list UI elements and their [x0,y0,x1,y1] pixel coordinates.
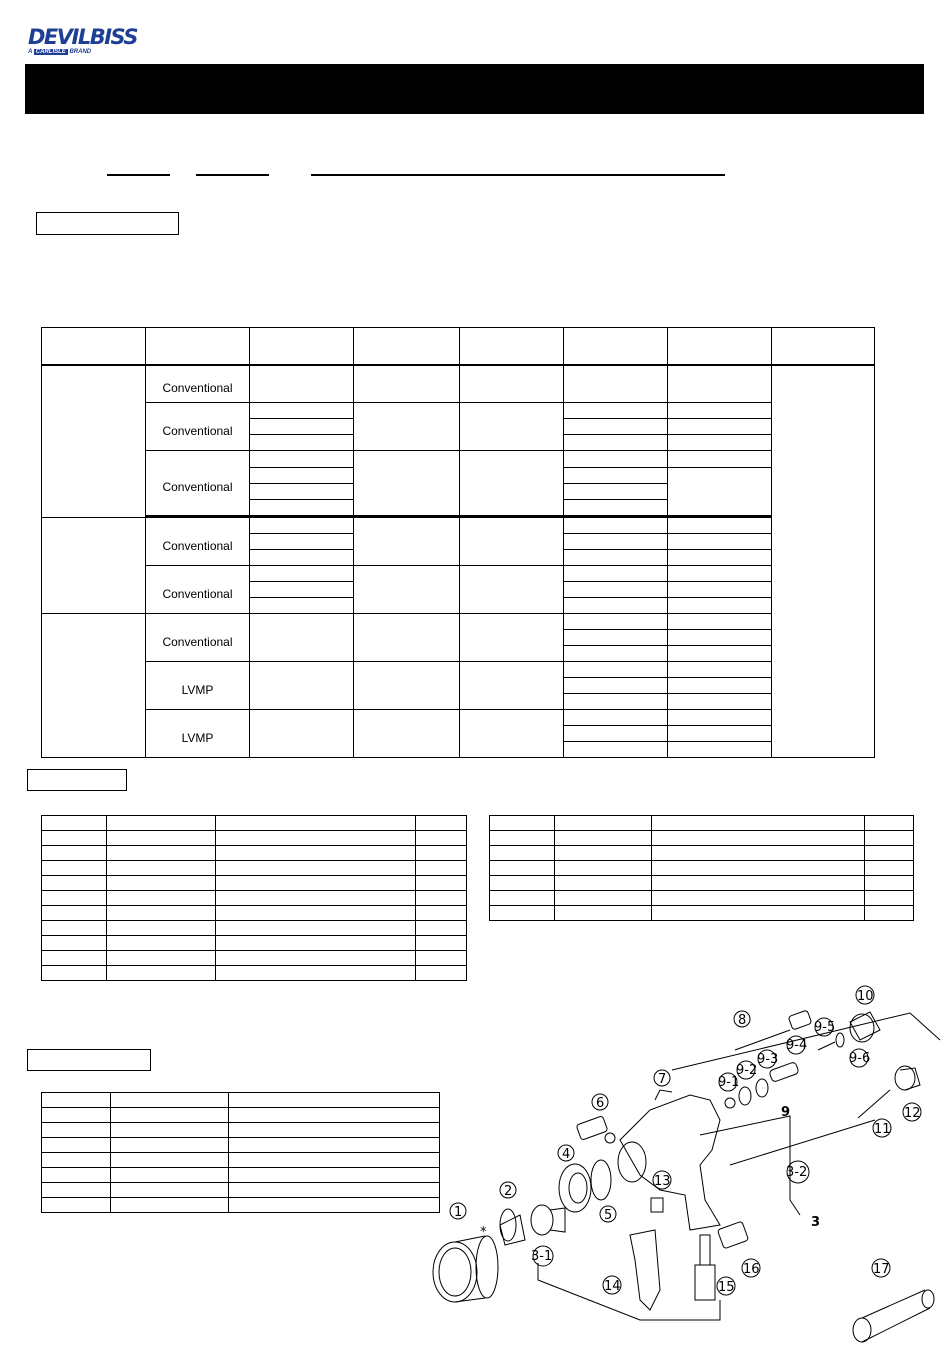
cell [564,403,668,419]
table-cell [111,1153,229,1168]
table-cell [652,831,865,846]
table-cell [111,1183,229,1198]
assembly-bracket [538,1263,720,1320]
table-cell [42,816,107,831]
logo-tagline-post: BRAND [69,49,92,55]
spec-row [42,614,875,630]
table-row [42,1093,440,1108]
cell [564,678,668,694]
table-cell [652,816,865,831]
table-cell [42,1138,111,1153]
cell [354,365,460,403]
cell [250,451,354,468]
table-cell [216,861,416,876]
callout-9-4: 9-4 [786,1038,808,1053]
table-cell [490,861,555,876]
part-11-spring [858,1090,890,1118]
table-row [490,816,914,831]
cell [564,726,668,742]
callout-9-3: 9-3 [757,1052,779,1067]
type-cell: Conventional [146,451,250,516]
table-cell [42,1108,111,1123]
cell [668,403,772,419]
callout-3-2: 3-2 [786,1165,808,1180]
part-14-trigger [630,1230,660,1310]
callout-14: 14 [604,1279,621,1294]
table-cell [555,831,652,846]
cell [668,662,772,678]
type-cell: Conventional [146,403,250,451]
cell [250,403,354,419]
accessories-table [41,1092,440,1213]
table-cell [490,891,555,906]
cell [250,484,354,500]
table-cell [416,861,467,876]
cell [564,694,668,710]
table-cell [107,831,216,846]
field-line-1 [107,174,170,176]
cell [250,710,354,758]
cell [668,598,772,614]
callout-13: 13 [654,1174,671,1189]
table-cell [229,1093,440,1108]
table-cell [216,936,416,951]
cell [460,451,564,516]
part-6-fitting [576,1116,615,1143]
table-cell [111,1108,229,1123]
table-cell [555,876,652,891]
table-cell [229,1153,440,1168]
cell [250,534,354,550]
table-cell [107,816,216,831]
table-cell [229,1168,440,1183]
cell [354,403,460,451]
cell [668,710,772,726]
header-cell [250,328,354,365]
logo-brand: DEVILBISS [28,25,138,49]
table-cell [229,1138,440,1153]
callout-9: 9 [781,1105,791,1120]
table-row [490,876,914,891]
model-cell [42,518,146,614]
table-row [490,861,914,876]
cell [668,365,772,403]
table-cell [865,906,914,921]
cell [564,646,668,662]
header-cell [772,328,875,365]
part-3-1-nozzle [531,1205,565,1235]
cell [668,468,772,516]
cell [250,566,354,582]
table-row [42,1108,440,1123]
parts-table-right [489,815,914,921]
part-7-gun-body [618,1090,720,1230]
cell [250,365,354,403]
header-cell [42,328,146,365]
table-cell [107,861,216,876]
callout-11: 11 [874,1122,891,1137]
assembly-line-3 [700,1116,800,1215]
table-cell [416,936,467,951]
table-cell [555,891,652,906]
table-cell [416,831,467,846]
table-cell [229,1123,440,1138]
table-cell [111,1123,229,1138]
table-cell [865,816,914,831]
table-cell [416,876,467,891]
table-cell [42,921,107,936]
table-cell [111,1168,229,1183]
cell [460,365,564,403]
table-row [490,846,914,861]
table-cell [490,876,555,891]
part-10-cap [850,1012,880,1042]
part-2-air-cap [500,1209,525,1245]
table-cell [490,831,555,846]
table-row [42,966,467,981]
callout-3-1: 3-1 [531,1249,553,1264]
cell [564,435,668,451]
devilbiss-logo [28,25,138,55]
cell [668,534,772,550]
cell [668,694,772,710]
callout-9-6: 9-6 [849,1051,871,1066]
table-row [490,891,914,906]
cell [250,598,354,614]
callout-3: 3 [811,1215,821,1230]
table-row [42,1123,440,1138]
table-cell [216,951,416,966]
cell [354,710,460,758]
callout-16: 16 [743,1262,760,1277]
table-cell [416,846,467,861]
table-row [42,1198,440,1213]
table-cell [555,906,652,921]
type-cell: LVMP [146,662,250,710]
table-cell [42,966,107,981]
table-cell [229,1183,440,1198]
cell [250,614,354,662]
cell [354,662,460,710]
table-cell [555,816,652,831]
table-row [42,831,467,846]
table-cell [42,1168,111,1183]
spec-header-row [42,328,875,365]
logo-tagline [28,49,128,55]
table-cell [416,966,467,981]
table-cell [216,891,416,906]
table-row [42,891,467,906]
type-cell: Conventional [146,566,250,614]
cell [460,566,564,614]
callout-1: 1 [454,1205,463,1220]
cell [668,646,772,662]
callout-10: 10 [857,989,874,1004]
spec-row [42,451,875,468]
cell [564,365,668,403]
cell [668,518,772,534]
section-box-accessories [27,1049,151,1071]
cell [564,662,668,678]
table-cell [42,1153,111,1168]
field-line-2 [196,174,269,176]
callout-17: 17 [873,1262,890,1277]
table-cell [865,846,914,861]
cell [460,710,564,758]
table-cell [42,1198,111,1213]
field-line-3 [311,174,725,176]
table-cell [216,966,416,981]
cell [668,435,772,451]
table-cell [490,906,555,921]
callout-9-5: 9-5 [814,1020,836,1035]
table-cell [416,816,467,831]
cell [668,678,772,694]
cell [250,550,354,566]
cell [460,662,564,710]
cell [564,468,668,484]
table-cell [652,861,865,876]
cell [668,451,772,468]
cell [354,566,460,614]
table-cell [865,861,914,876]
table-cell [42,1123,111,1138]
table-row [42,861,467,876]
table-cell [555,861,652,876]
table-cell [216,831,416,846]
part-13-plug [651,1198,663,1212]
cell [564,484,668,500]
table-cell [111,1093,229,1108]
table-cell [652,846,865,861]
cell [564,742,668,758]
part-15-air-valve [695,1235,715,1300]
cell [564,598,668,614]
table-row [490,906,914,921]
cell [564,500,668,516]
part-1-air-cap-ring [433,1236,498,1302]
type-cell: Conventional [146,614,250,662]
table-cell [42,846,107,861]
title-banner [25,64,924,114]
table-row [42,906,467,921]
cell [668,742,772,758]
callout-5: 5 [604,1208,613,1223]
type-cell: Conventional [146,365,250,403]
table-cell [107,876,216,891]
cell [564,614,668,630]
type-cell: LVMP [146,710,250,758]
section-box-specifications [36,212,179,235]
cell [250,468,354,484]
table-cell [652,906,865,921]
header-cell [460,328,564,365]
header-cell [564,328,668,365]
cell [564,710,668,726]
table-cell [111,1198,229,1213]
part-16-inlet [717,1221,748,1249]
table-row [42,816,467,831]
table-cell [42,906,107,921]
callout-4: 4 [562,1147,571,1162]
cell [564,419,668,435]
spec-row [42,566,875,582]
table-cell [42,951,107,966]
table-cell [107,891,216,906]
table-cell [42,1183,111,1198]
logo-tagline-pre: A [28,49,33,55]
table-cell [229,1198,440,1213]
cell [250,435,354,451]
cell [354,518,460,566]
exploded-parts-diagram [412,982,950,1359]
table-row [42,876,467,891]
table-cell [216,906,416,921]
table-cell [42,891,107,906]
header-cell [354,328,460,365]
table-cell [416,906,467,921]
callout-9-1: 9-1 [718,1075,740,1090]
type-cell: Conventional [146,518,250,566]
table-cell [652,876,865,891]
table-cell [107,846,216,861]
cell [564,630,668,646]
table-row [42,951,467,966]
cell [668,550,772,566]
callout-7: 7 [658,1072,667,1087]
table-cell [416,951,467,966]
model-cell [42,614,146,758]
table-cell [865,831,914,846]
cell [668,566,772,582]
spec-row [42,403,875,419]
cell [668,726,772,742]
asterisk-mark: * [480,1225,487,1240]
cell [668,614,772,630]
table-cell [111,1138,229,1153]
cell [250,662,354,710]
spec-row [42,518,875,534]
spec-row [42,662,875,678]
table-cell [490,846,555,861]
part-3-2-needle [730,1120,875,1165]
table-cell [107,921,216,936]
header-cell [146,328,250,365]
spec-table [41,327,875,758]
cell [564,582,668,598]
cell [354,451,460,516]
table-row [490,831,914,846]
table-cell [42,876,107,891]
table-cell [216,846,416,861]
cell [460,518,564,566]
cell [564,534,668,550]
callout-8: 8 [738,1013,747,1028]
table-row [42,921,467,936]
table-cell [416,921,467,936]
cell [250,518,354,534]
table-cell [865,891,914,906]
cell [250,419,354,435]
note-cell [772,365,875,758]
section-box-parts [27,769,127,791]
table-cell [652,891,865,906]
cell [668,630,772,646]
table-cell [42,1093,111,1108]
table-cell [229,1108,440,1123]
callout-15: 15 [718,1280,735,1295]
parts-table-left [41,815,467,981]
table-cell [42,831,107,846]
cell [564,518,668,534]
table-cell [416,891,467,906]
table-cell [216,816,416,831]
table-cell [42,861,107,876]
part-12-knob [895,1066,920,1090]
table-row [42,846,467,861]
model-cell [42,365,146,518]
part-4-baffle [559,1164,591,1212]
cell [668,419,772,435]
header-cell [668,328,772,365]
table-cell [216,876,416,891]
cell [564,451,668,468]
spec-row [42,710,875,726]
cell [564,550,668,566]
spec-row [42,365,875,403]
cell [354,614,460,662]
callout-12: 12 [904,1106,921,1121]
table-row [42,1153,440,1168]
part-17-tool [853,1290,934,1342]
part-5-gasket [591,1160,611,1200]
table-row [42,936,467,951]
table-cell [107,951,216,966]
callout-2: 2 [504,1184,513,1199]
cell [564,566,668,582]
table-row [42,1183,440,1198]
table-row [42,1138,440,1153]
cell [460,403,564,451]
cell [250,582,354,598]
table-cell [107,936,216,951]
table-row [42,1168,440,1183]
cell [668,582,772,598]
table-cell [107,906,216,921]
table-cell [865,876,914,891]
table-cell [216,921,416,936]
table-cell [107,966,216,981]
table-cell [42,936,107,951]
callout-9-2: 9-2 [736,1063,758,1078]
table-cell [555,846,652,861]
cell [460,614,564,662]
cell [250,500,354,516]
table-cell [490,816,555,831]
logo-tagline-company: CARLISLE [35,49,66,55]
callout-6: 6 [596,1096,605,1111]
